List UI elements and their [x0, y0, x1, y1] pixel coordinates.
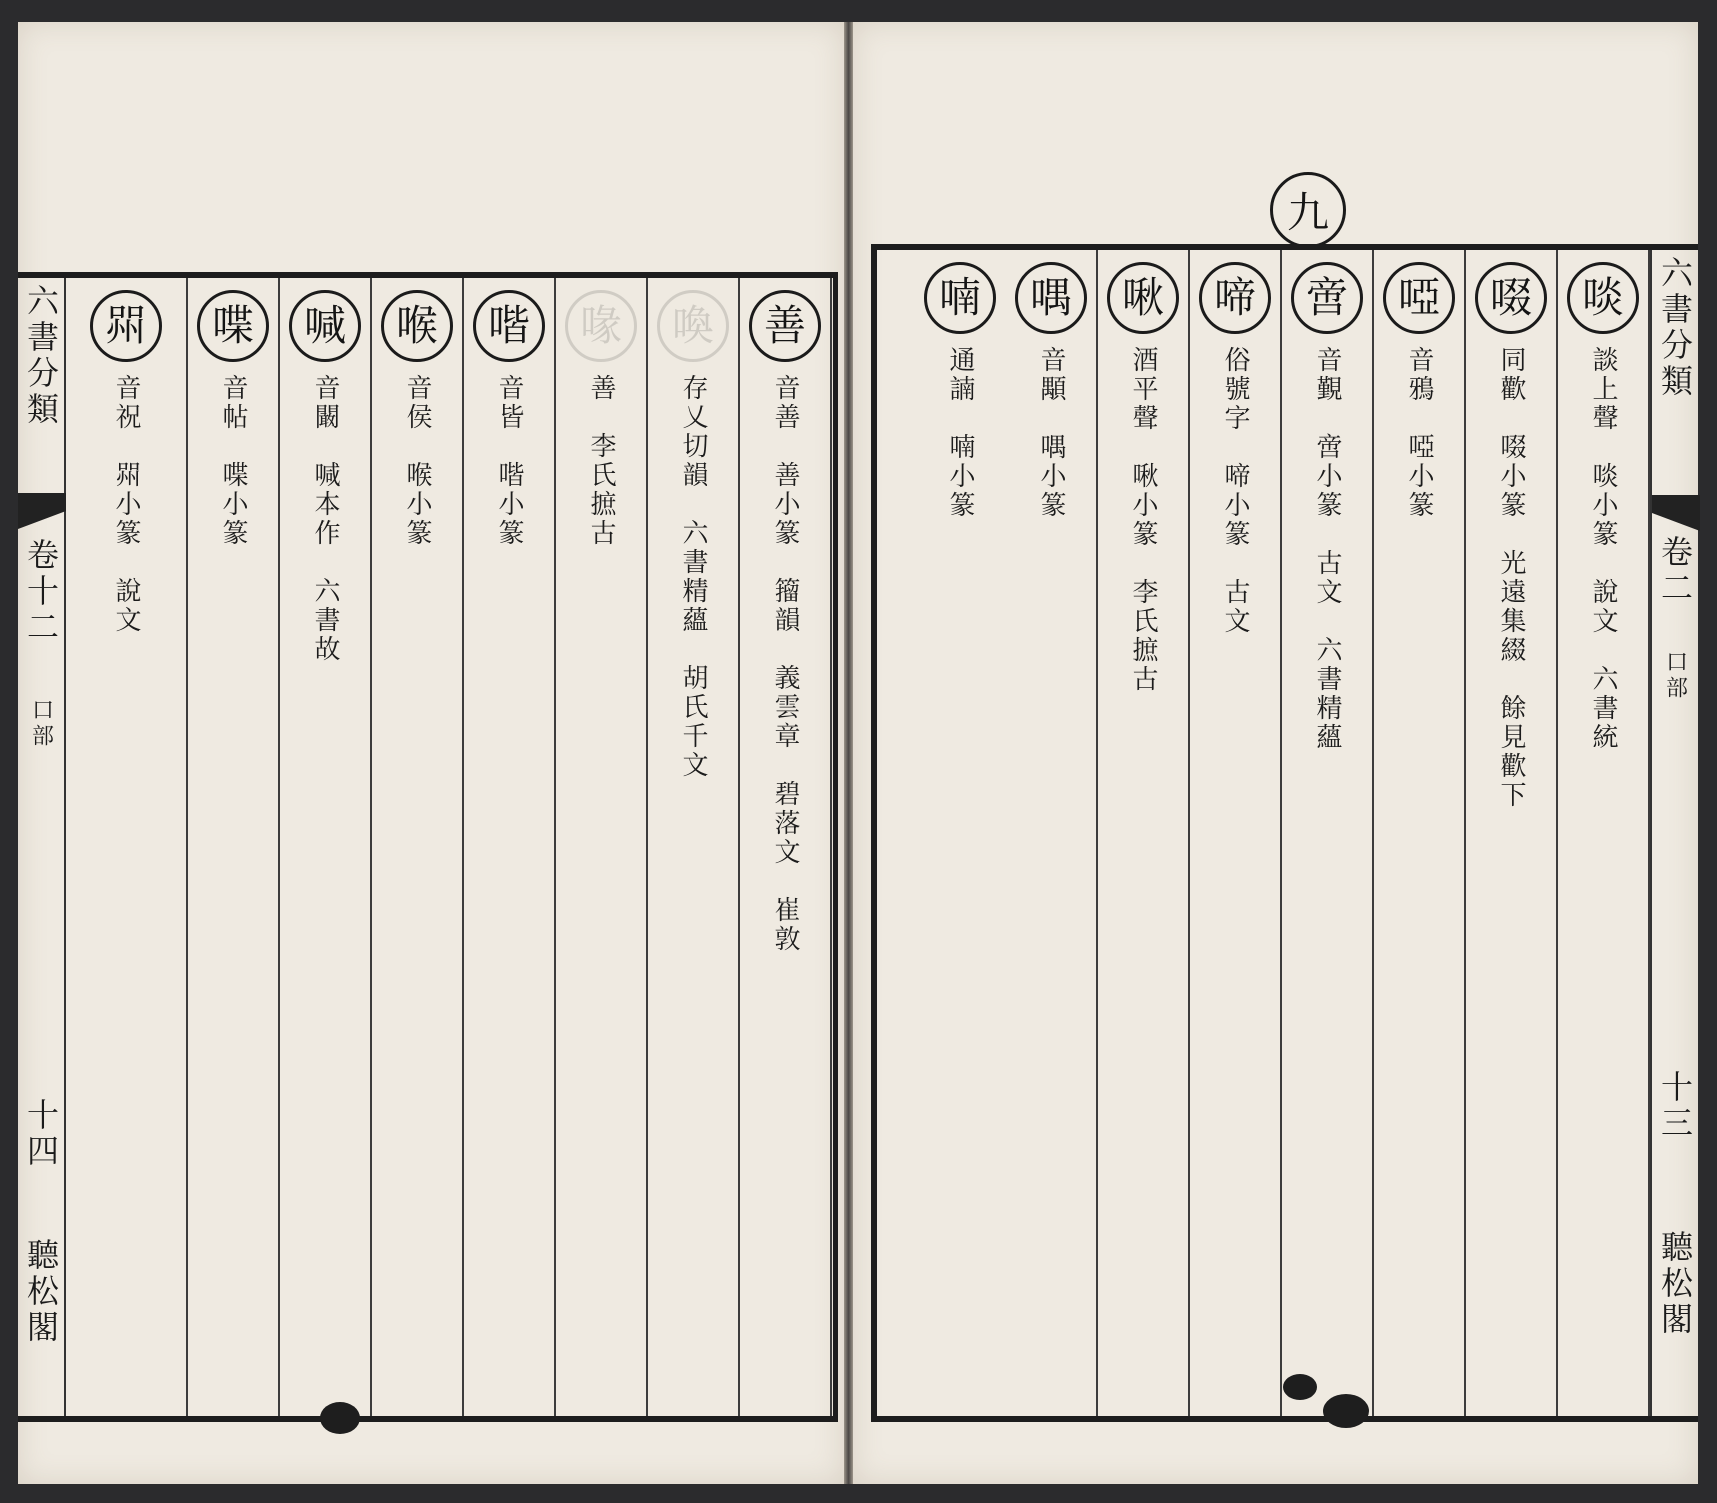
ink-stain [1323, 1394, 1369, 1428]
head-character-circle: 喋 [197, 290, 269, 362]
head-character-circle: 喃 [924, 262, 996, 334]
entry-column [464, 278, 556, 1416]
right-text-frame [871, 244, 1698, 1422]
fish-tail-mark [1652, 495, 1700, 531]
book-spine [844, 22, 853, 1484]
ghost-head-circle: 喙 [565, 290, 637, 362]
entry-text: 善 李氏摭古 [586, 374, 616, 548]
entry-text: 音侯 喉小篆 [402, 374, 432, 548]
fold-publisher: 聽松閣 [22, 1238, 60, 1346]
fold-part: 口部 [28, 698, 54, 750]
entry-text: 酒平聲 啾小篆 李氏摭古 [1128, 346, 1158, 694]
entry-column [740, 278, 832, 1416]
fold-publisher: 聽松閣 [1656, 1230, 1694, 1338]
entry-column [914, 250, 1006, 1416]
entry-column [1006, 250, 1098, 1416]
entry-text: 同歡 啜小篆 光遠集綴 餘見歡下 [1496, 346, 1526, 810]
head-character-circle: 啞 [1383, 262, 1455, 334]
fold-title: 六書分類 [22, 284, 60, 428]
entry-column [1558, 250, 1650, 1416]
fold-leaf-number: 十四 [22, 1098, 60, 1170]
entry-column [66, 278, 188, 1416]
left-text-frame [18, 272, 838, 1422]
entry-column [648, 278, 740, 1416]
entry-column [556, 278, 648, 1416]
entry-column [372, 278, 464, 1416]
entry-column [1374, 250, 1466, 1416]
entry-column [188, 278, 280, 1416]
entry-text: 通諵 喃小篆 [945, 346, 975, 520]
fold-volume: 卷十二 [22, 538, 60, 646]
entry-text: 音闞 喊本作 六書故 [310, 374, 340, 664]
entry-text: 俗號字 啼小篆 古文 [1220, 346, 1250, 636]
head-character-circle: 啾 [1107, 262, 1179, 334]
left-fold-margin [18, 278, 66, 1416]
entry-column [280, 278, 372, 1416]
ghost-head-circle: 喚 [657, 290, 729, 362]
entry-column [1098, 250, 1190, 1416]
entry-text: 談上聲 啖小篆 說文 六書統 [1588, 346, 1618, 752]
entry-text: 音覲 啻小篆 古文 六書精蘊 [1312, 346, 1342, 752]
head-character-circle: 喌 [90, 290, 162, 362]
head-character-circle: 善 [749, 290, 821, 362]
entry-text: 存乂切韻 六書精蘊 胡氏千文 [678, 374, 708, 780]
fold-leaf-number: 十三 [1656, 1070, 1694, 1142]
head-character-circle: 啻 [1291, 262, 1363, 334]
entry-column [1282, 250, 1374, 1416]
head-character-circle: 喈 [473, 290, 545, 362]
head-character-circle: 喉 [381, 290, 453, 362]
fold-title: 六書分類 [1656, 256, 1694, 400]
entry-column [1190, 250, 1282, 1416]
head-character-circle: 啜 [1475, 262, 1547, 334]
entry-text: 音顒 喁小篆 [1036, 346, 1066, 520]
head-character-circle: 啖 [1567, 262, 1639, 334]
entry-text: 音祝 喌小篆 說文 [111, 374, 141, 635]
ink-stain [1283, 1374, 1317, 1400]
head-character-circle: 啼 [1199, 262, 1271, 334]
head-character-circle: 喁 [1015, 262, 1087, 334]
fold-volume: 卷二 [1656, 535, 1694, 607]
fold-part: 口部 [1662, 650, 1688, 702]
section-number-circle: 九 [1270, 172, 1346, 248]
right-fold-margin [1650, 250, 1698, 1416]
fish-tail-mark [18, 493, 66, 529]
entry-text: 音鴉 啞小篆 [1404, 346, 1434, 520]
entry-text: 音皆 喈小篆 [494, 374, 524, 548]
entry-text: 音帖 喋小篆 [218, 374, 248, 548]
right-page [853, 22, 1698, 1484]
entry-text: 音善 善小篆 籀韻 義雲章 碧落文 崔敦 [770, 374, 800, 954]
entry-column [1466, 250, 1558, 1416]
ink-stain [320, 1402, 360, 1434]
head-character-circle: 喊 [289, 290, 361, 362]
left-page [18, 22, 844, 1484]
